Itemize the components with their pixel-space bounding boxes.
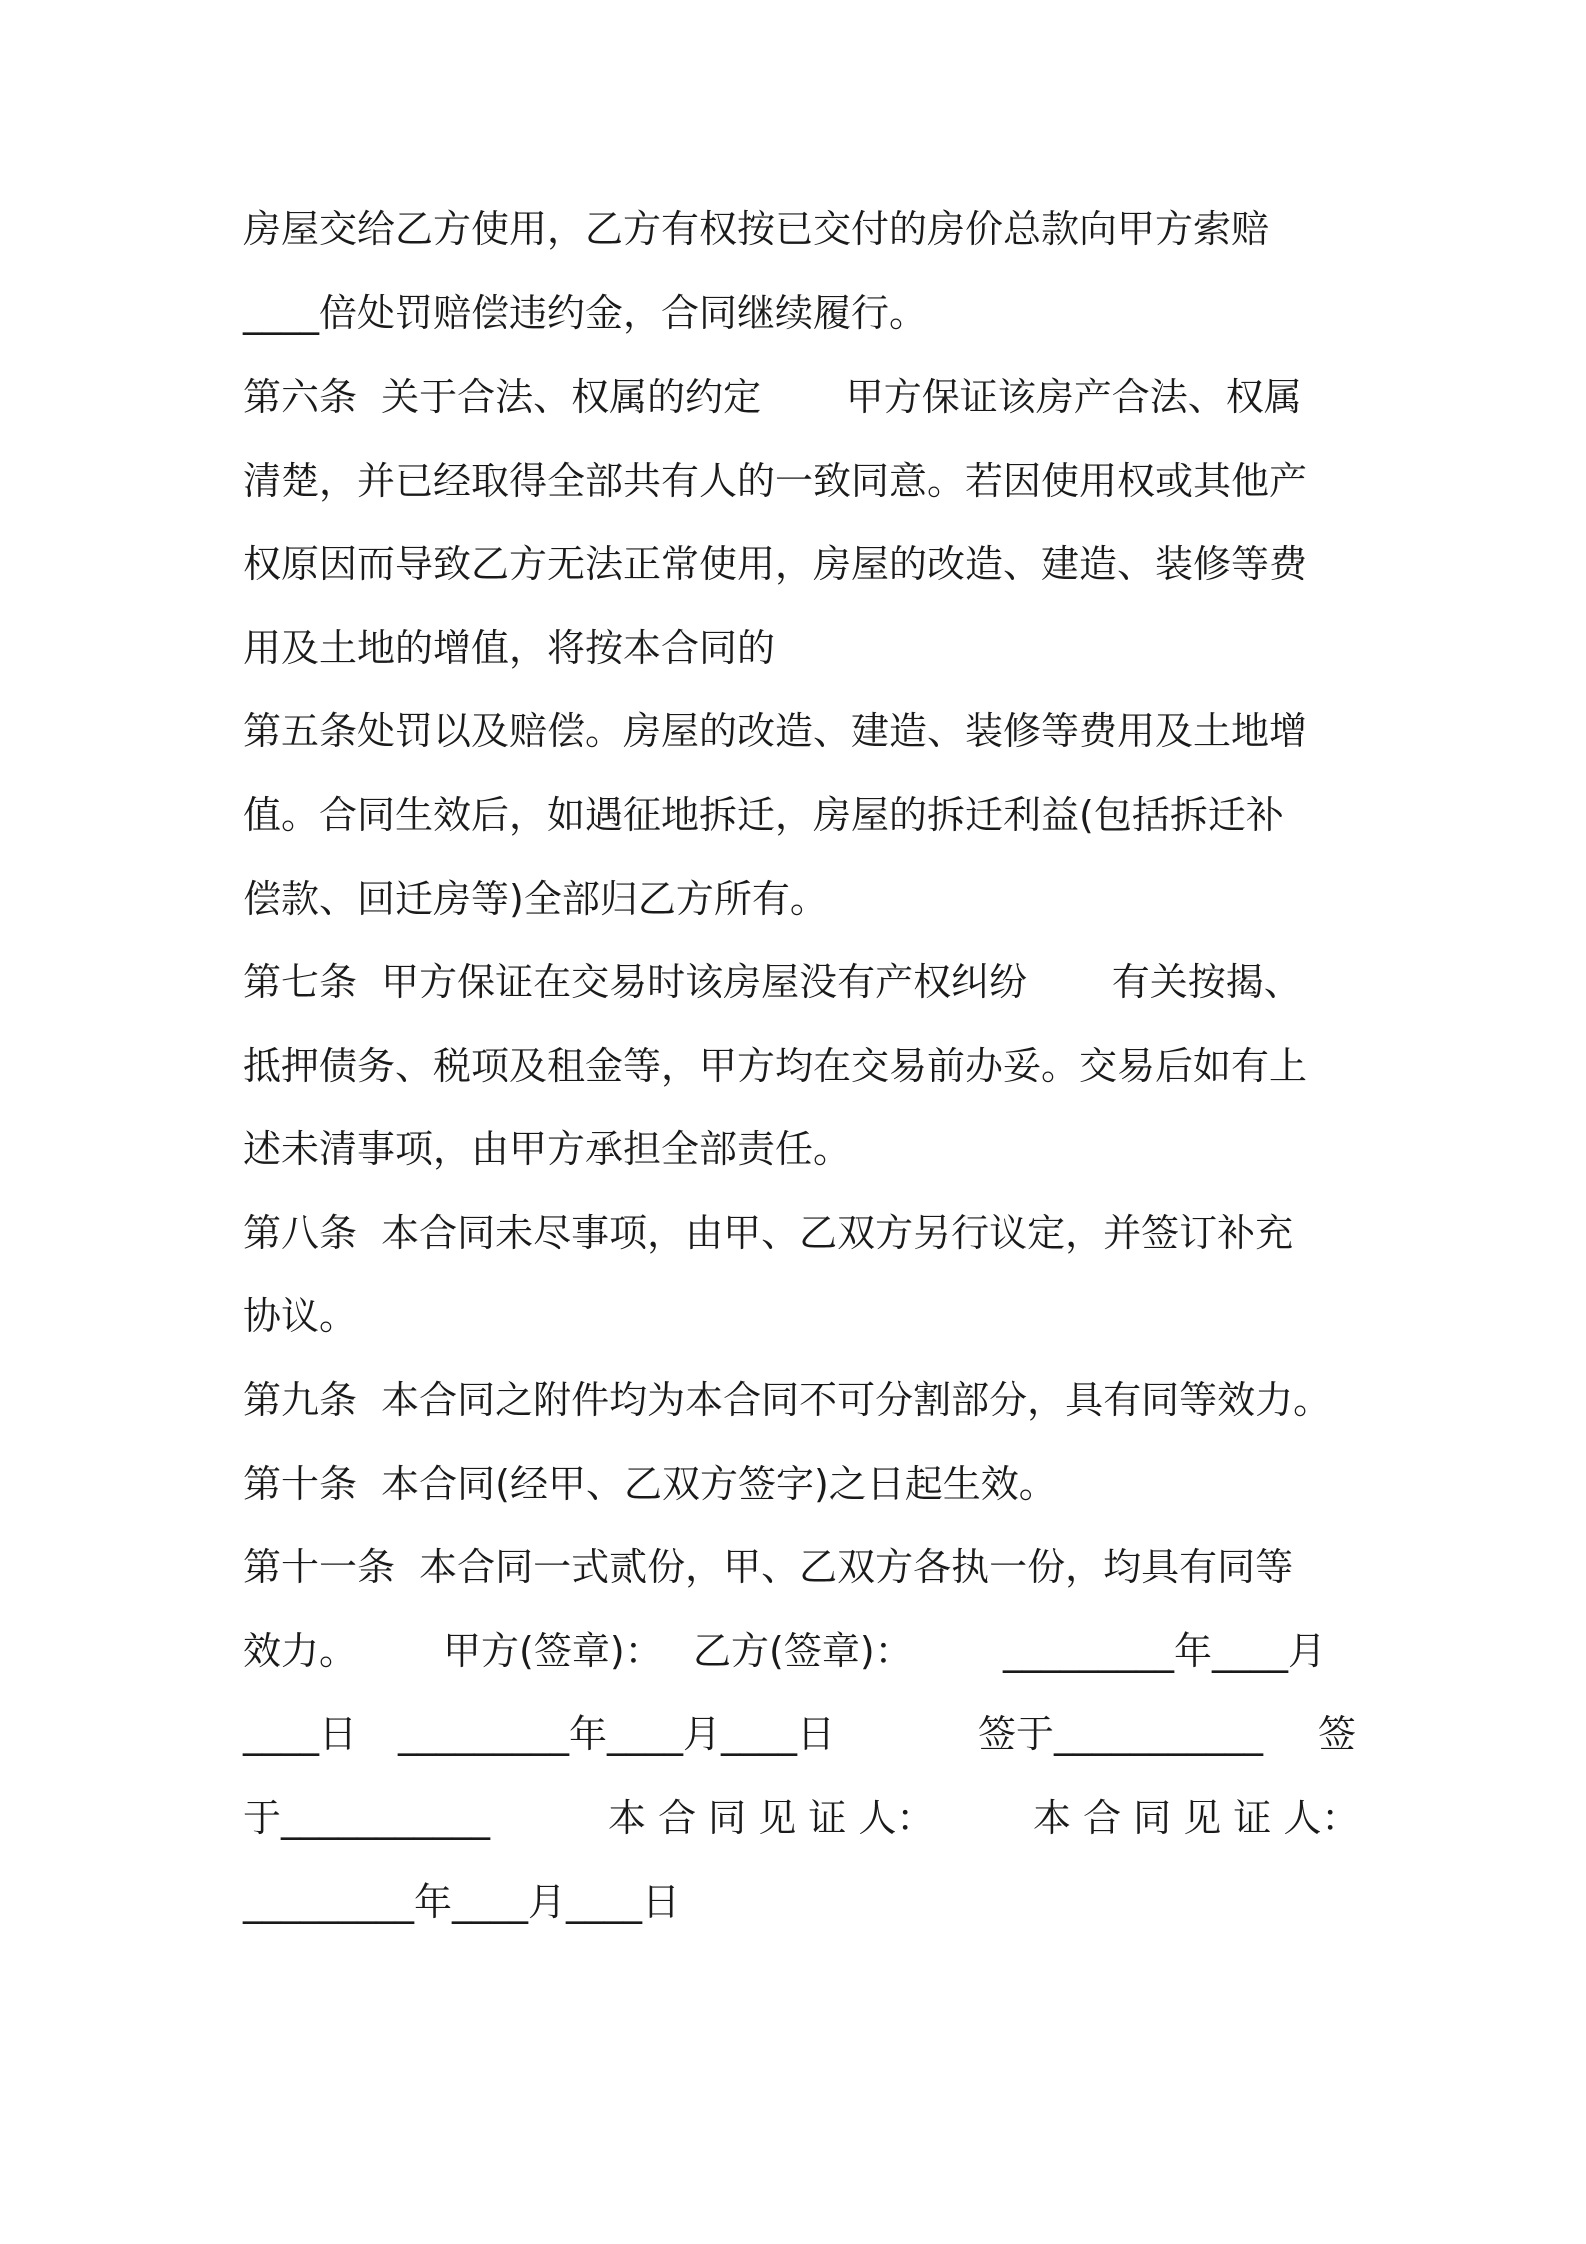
date-field: ____日 [243,1712,358,1756]
signed-at-field: 签于___________ [978,1712,1264,1756]
contract-line: 用及土地的增值，将按本合同的 [243,626,776,670]
contract-line: 抵押债务、税项及租金等，甲方均在交易前办妥。交易后如有上 [243,1044,1308,1088]
signature-text: 效力。 [243,1629,358,1673]
contract-line: 清楚，并已经取得全部共有人的一致同意。若因使用权或其他产 [243,459,1308,503]
contract-line: 偿款、回迁房等)全部归乙方所有。 [243,877,828,921]
contract-line: ____倍处罚赔偿违约金，合同继续履行。 [243,291,928,335]
contract-line: 房屋交给乙方使用，乙方有权按已交付的房价总款向甲方索赔 [243,207,1270,251]
witness-label: 本 合 同 见 证 人： [1033,1796,1360,1840]
signature-row [243,1788,1358,1848]
signed-at-label: 签 [1318,1712,1357,1756]
party-a-signature-label: 甲方(签章)： [443,1629,663,1673]
party-b-signature-label: 乙方(签章)： [693,1629,913,1673]
signature-row [243,1872,1358,1932]
contract-line: 第九条 本合同之附件均为本合同不可分割部分，具有同等效力。 [243,1378,1332,1422]
contract-line: 第六条 关于合法、权属的约定 甲方保证该房产合法、权属 [243,375,1302,419]
contract-line: 值。合同生效后，如遇征地拆迁，房屋的拆迁利益(包括拆迁补 [243,793,1284,837]
signature-row [243,1621,1358,1681]
signed-at-field: 于___________ [243,1796,491,1840]
contract-line: 第十条 本合同(经甲、乙双方签字)之日起生效。 [243,1462,1057,1506]
contract-line: 第十一条 本合同一式贰份，甲、乙双方各执一份，均具有同等 [243,1545,1294,1589]
date-field: _________年____月____日 [398,1712,836,1756]
contract-line: 第五条处罚以及赔偿。房屋的改造、建造、装修等费用及土地增 [243,709,1308,753]
date-field: _________年____月 [1003,1629,1327,1673]
contract-line: 述未清事项，由甲方承担全部责任。 [243,1127,852,1171]
witness-label: 本 合 同 见 证 人： [608,1796,935,1840]
contract-line: 权原因而导致乙方无法正常使用，房屋的改造、建造、装修等费 [243,542,1308,586]
contract-line: 第八条 本合同未尽事项，由甲、乙双方另行议定，并签订补充 [243,1211,1294,1255]
contract-line: 第七条 甲方保证在交易时该房屋没有产权纠纷 有关按揭、 [243,960,1302,1004]
date-field: _________年____月____日 [243,1880,681,1924]
signature-row [243,1704,1358,1764]
contract-line: 协议。 [243,1294,358,1338]
